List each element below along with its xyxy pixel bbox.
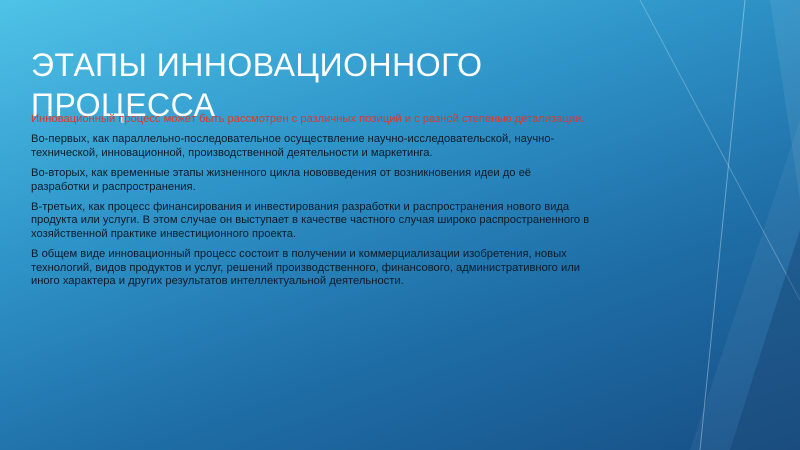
slide-body — [31, 113, 591, 295]
paragraph-general: В общем виде инновационный процесс состоит в получении и коммерциализации изобретения, новых технологий, видов продуктов и услуг, решений производственного, финансового, административного или иного характера и других результатов интеллектуальной деятельности. — [31, 248, 580, 288]
lead-paragraph: Инновационный процесс может быть рассмотрен с различных позиций и с разной степенью детализации. — [31, 113, 585, 125]
paragraph-third: В-третьих, как процесс финансирования и инвестирования разработки и распространения нового вида продукта или услуги. В этом случае он выступает в качестве частного случая широко распространенного в хозяйственной практике инвестиционного проекта. — [31, 201, 590, 240]
slide-title-line: ЭТАПЫ ИННОВАЦИОННОГО — [31, 47, 483, 84]
paragraph-first: Во-первых, как параллельно-последовательное осуществление научно-исследовательской, научно-технической, инновационной, производственной деятельности и маркетинга. — [31, 133, 555, 159]
paragraph-second: Во-вторых, как временные этапы жизненного цикла нововведения от возникновения идеи до её разработки и распространения. — [31, 167, 532, 193]
slide-title-line: ПРОЦЕССА — [31, 87, 216, 124]
